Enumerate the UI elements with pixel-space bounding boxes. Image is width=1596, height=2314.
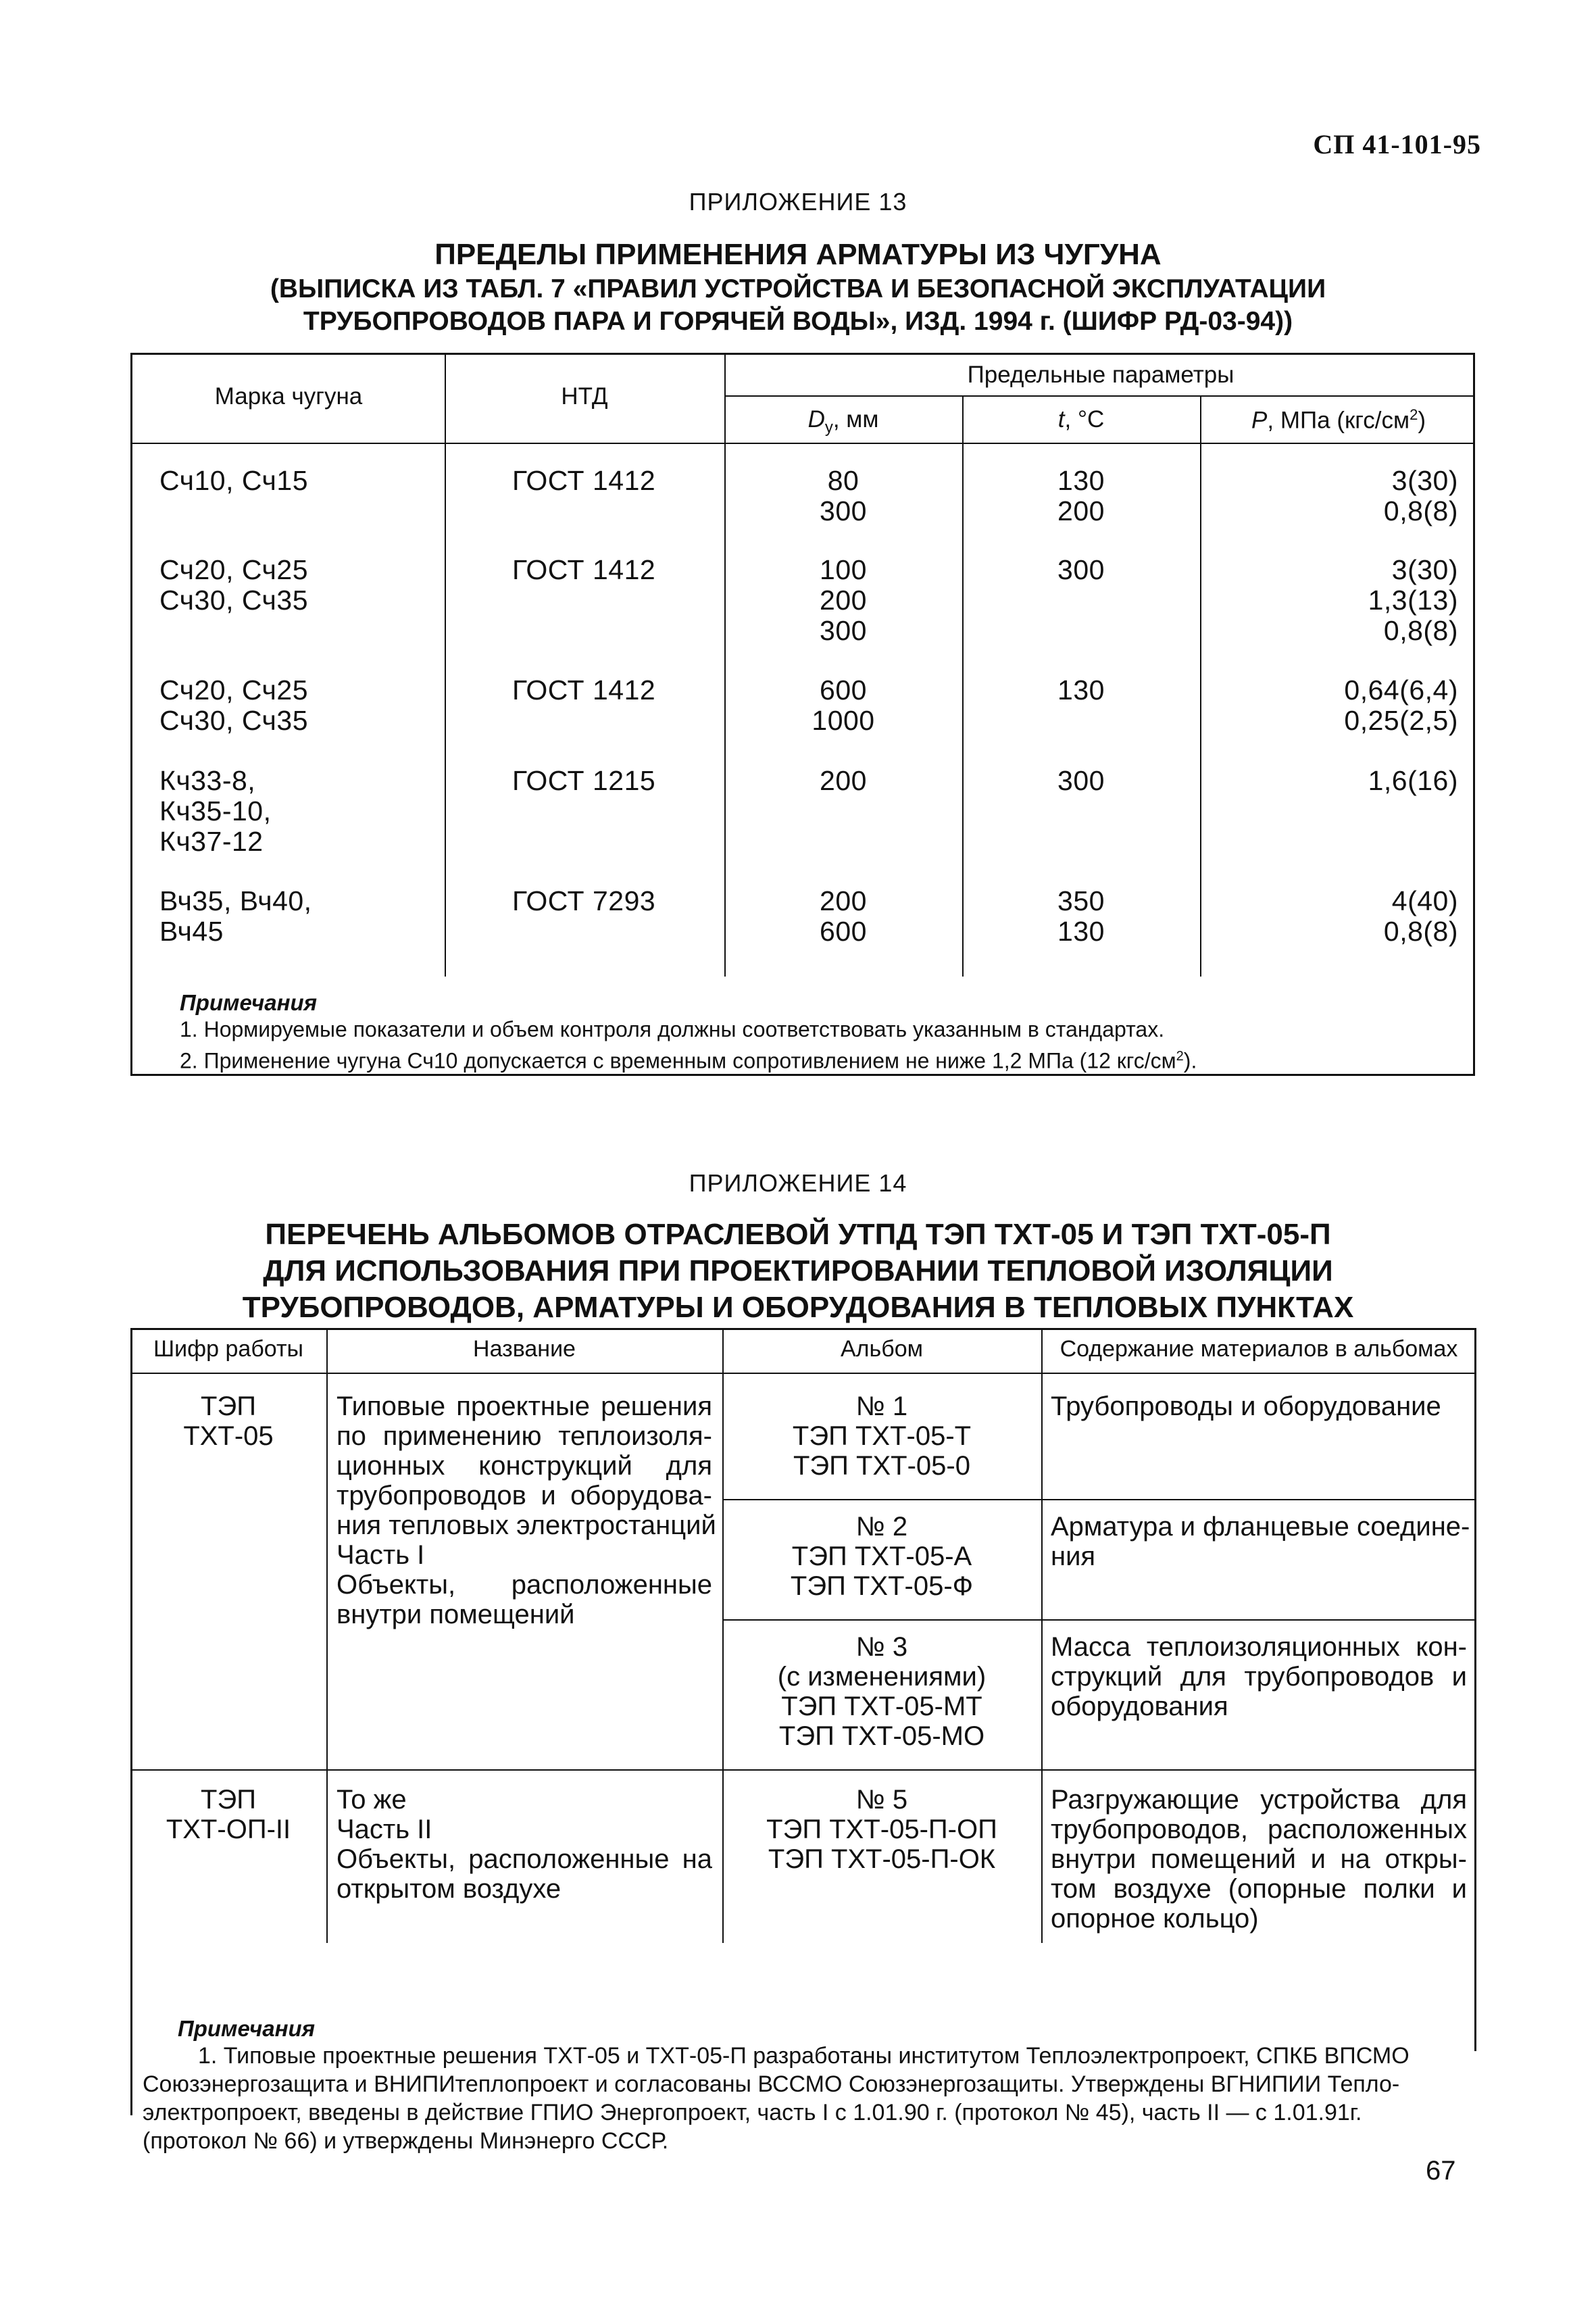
p-unit: , МПа (кгс/см <box>1267 407 1410 434</box>
dy-unit: , мм <box>832 406 879 433</box>
grid-line <box>724 395 1473 397</box>
grid-line <box>1041 1328 1043 1943</box>
grade-cell: Кч33-8, Кч35-10, Кч37-12 <box>159 765 272 857</box>
grade-cell: Вч35, Вч40, Вч45 <box>159 885 312 947</box>
grid-line <box>326 1328 328 1943</box>
appendix-14-heading <box>0 1216 1596 1326</box>
appendix-14-title-line2: ДЛЯ ИСПОЛЬЗОВАНИЯ ПРИ ПРОЕКТИРОВАНИИ ТЕПЛОВОЙ ИЗОЛЯЦИИ <box>263 1254 1333 1287</box>
grade-cell: Сч20, Сч25 Сч30, Сч35 <box>159 674 309 736</box>
document-code: СП 41-101-95 <box>1313 129 1481 159</box>
dy-cell: 80 300 <box>820 465 867 526</box>
p-symbol: P <box>1251 407 1268 434</box>
header-grade: Марка чугуна <box>214 383 363 410</box>
header-pressure <box>1200 406 1477 435</box>
grid-line <box>445 443 446 977</box>
appendix-13-subtitle-line2: ТРУБОПРОВОДОВ ПАРА И ГОРЯЧЕЙ ВОДЫ», ИЗД. 1994 г. (ШИФР РД-03-94)) <box>303 307 1293 336</box>
ntd-cell: ГОСТ 1412 <box>512 674 656 706</box>
t-cell: 350 130 <box>1057 885 1105 947</box>
note-2-end: ). <box>1183 1048 1197 1073</box>
notes-title: Примечания <box>180 990 318 1015</box>
appendix-13-subtitle-line1: (ВЫПИСКА ИЗ ТАБЛ. 7 «ПРАВИЛ УСТРОЙСТВА И БЕЗОПАСНОЙ ЭКСПЛУАТАЦИИ <box>270 274 1326 303</box>
note-2 <box>180 1043 1197 1075</box>
header-album: Альбом <box>841 1336 923 1362</box>
header-ntd: НТД <box>561 383 608 410</box>
grid-line <box>1474 2004 1476 2051</box>
header-nominal-diameter <box>724 406 962 437</box>
content-cell: Масса теплоизоляционных кон- струкций для трубопроводов и оборудования <box>1051 1632 1467 1721</box>
album-cell: № 2 ТЭП ТХТ-05-А ТЭП ТХТ-05-Ф <box>790 1512 974 1601</box>
note-line: электропроект, введены в действие ГПИО Энергопроект, часть I с 1.01.90 г. (протокол № 45), часть II — с 1.01.91г. <box>143 2100 1362 2125</box>
note-line: Союзэнергозащита и ВНИПИтеплопроект и согласованы ВССМО Союзэнергозащиты. Утверждены ВГНИПИИ Тепло- <box>143 2071 1400 2097</box>
t-cell: 300 <box>1057 765 1105 796</box>
appendix-14-title-line3: ТРУБОПРОВОДОВ, АРМАТУРЫ И ОБОРУДОВАНИЯ В ТЕПЛОВЫХ ПУНКТАХ <box>242 1291 1354 1324</box>
album-cell: № 3 (с изменениями) ТЭП ТХТ-05-МТ ТЭП ТХТ-05-МО <box>777 1632 987 1751</box>
header-limit-parameters: Предельные параметры <box>967 362 1235 388</box>
header-temperature <box>962 406 1200 433</box>
content-cell: Арматура и фланцевые соедине- ния <box>1051 1512 1470 1571</box>
p-cell: 3(30) 1,3(13) 0,8(8) <box>1368 554 1458 646</box>
work-code-cell: ТЭП ТХТ-ОП-II <box>166 1785 291 1844</box>
p-close: ) <box>1418 407 1426 434</box>
grid-line <box>132 443 1473 444</box>
ntd-cell: ГОСТ 1215 <box>512 765 656 796</box>
grade-cell: Сч10, Сч15 <box>159 465 309 496</box>
dy-cell: 200 <box>820 765 867 796</box>
content-cell: Разгружающие устройства для трубопроводов, расположенных внутри помещений и на откры- том воздухе (опорные полки и опорное кольцо) <box>1051 1785 1467 1934</box>
dy-cell: 100 200 300 <box>820 554 867 646</box>
dy-cell: 600 1000 <box>812 674 875 736</box>
p-cell: 3(30) 0,8(8) <box>1383 465 1458 526</box>
notes-title: Примечания <box>178 2016 316 2041</box>
note-1: 1. Нормируемые показатели и объем контроля должны соответствовать указанным в стандартах. <box>180 1017 1165 1041</box>
page-number: 67 <box>1426 2156 1456 2186</box>
grid-line <box>722 1499 1476 1500</box>
t-cell: 130 200 <box>1057 465 1105 526</box>
work-code-cell: ТЭП ТХТ-05 <box>183 1392 274 1451</box>
note-line: (протокол № 66) и утверждены Минэнерго СССР. <box>143 2128 669 2154</box>
appendix-13-title: ПРЕДЕЛЫ ПРИМЕНЕНИЯ АРМАТУРЫ ИЗ ЧУГУНА <box>434 238 1162 271</box>
ntd-cell: ГОСТ 1412 <box>512 465 656 496</box>
table1-notes <box>180 990 1197 1075</box>
t-cell: 130 <box>1057 674 1105 706</box>
p-cell: 4(40) 0,8(8) <box>1383 885 1458 947</box>
grid-line <box>130 2004 132 2115</box>
header-work-code: Шифр работы <box>153 1336 303 1362</box>
name-cell: То же Часть II Объекты, расположенные на открытом воздухе <box>336 1785 712 1904</box>
t-symbol: t <box>1057 406 1065 433</box>
dy-subscript: у <box>824 418 833 437</box>
header-content: Содержание материалов в альбомах <box>1059 1336 1458 1362</box>
grid-line <box>130 1373 1476 1374</box>
appendix-14-label: ПРИЛОЖЕНИЕ 14 <box>689 1169 907 1197</box>
t-unit: , °С <box>1064 406 1105 433</box>
note-2-text: 2. Применение чугуна Сч10 допускается с временным сопротивлением не ниже 1,2 МПа (12 кгс/см <box>180 1048 1176 1073</box>
album-cell: № 5 ТЭП ТХТ-05-П-ОП ТЭП ТХТ-05-П-ОК <box>766 1785 997 1874</box>
p-cell: 0,64(6,4) 0,25(2,5) <box>1344 674 1458 736</box>
ntd-cell: ГОСТ 1412 <box>512 554 656 585</box>
t-cell: 300 <box>1057 554 1105 585</box>
content-cell: Трубопроводы и оборудование <box>1051 1392 1441 1421</box>
p-superscript: 2 <box>1410 406 1418 423</box>
grade-cell: Сч20, Сч25 Сч30, Сч35 <box>159 554 309 616</box>
album-list-table <box>130 1328 1476 2154</box>
name-cell: Типовые проектные решения по применению теплоизоля- ционных конструкций для трубопроводов и оборудова- ния тепловых электростанций Часть I Объекты, расположенные внутри помещений <box>336 1392 716 1629</box>
grid-line <box>722 1619 1476 1621</box>
ntd-cell: ГОСТ 7293 <box>512 885 656 916</box>
dy-cell: 200 600 <box>820 885 867 947</box>
album-cell: № 1 ТЭП ТХТ-05-Т ТЭП ТХТ-05-0 <box>792 1392 972 1481</box>
cast-iron-limits-table <box>130 353 1475 1076</box>
appendix-13-heading <box>0 237 1596 338</box>
header-name: Название <box>473 1336 576 1362</box>
grid-line <box>130 1769 1476 1771</box>
p-cell: 1,6(16) <box>1368 765 1458 796</box>
note-line: 1. Типовые проектные решения ТХТ-05 и ТХТ-05-П разработаны институтом Теплоэлектропроект, СПКБ ВПСМО <box>198 2043 1410 2069</box>
note-2-superscript: 2 <box>1176 1049 1184 1064</box>
table2-notes <box>143 2016 1462 2155</box>
dy-symbol: D <box>807 406 825 433</box>
appendix-14-title-line1: ПЕРЕЧЕНЬ АЛЬБОМОВ ОТРАСЛЕВОЙ УТПД ТЭП ТХТ-05 И ТЭП ТХТ-05-П <box>265 1218 1331 1251</box>
appendix-13-label: ПРИЛОЖЕНИЕ 13 <box>689 188 907 216</box>
